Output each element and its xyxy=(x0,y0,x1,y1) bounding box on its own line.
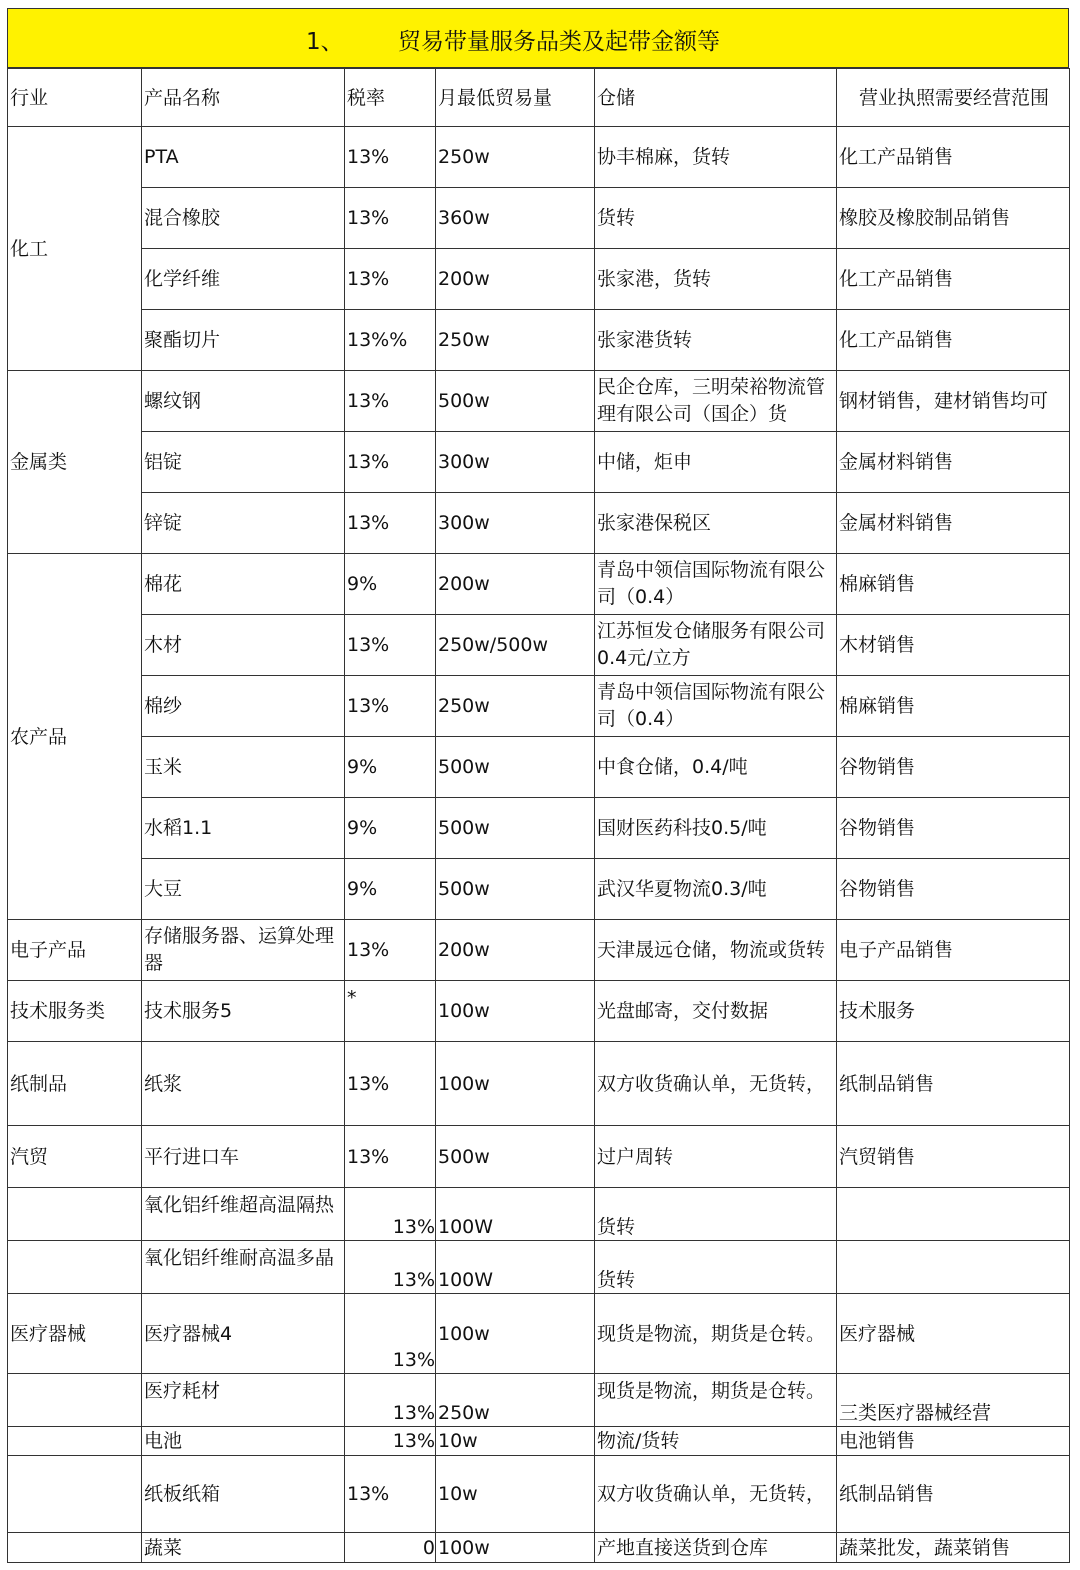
scope-cell: 医疗器械 xyxy=(837,1294,1070,1374)
product-cell: 棉纱 xyxy=(142,676,345,737)
storage-cell: 现货是物流，期货是仓转。 xyxy=(595,1374,837,1427)
table-row xyxy=(8,676,1070,737)
scope-cell xyxy=(837,1188,1070,1241)
tax-cell: 13% xyxy=(345,1294,436,1374)
storage-cell: 江苏恒发仓储服务有限公司0.4元/立方 xyxy=(595,615,837,676)
tax-cell: 13% xyxy=(345,249,436,310)
scope-cell: 化工产品销售 xyxy=(837,310,1070,371)
product-cell: PTA xyxy=(142,127,345,188)
industry-cell xyxy=(8,1456,142,1533)
tax-cell: 13% xyxy=(345,1374,436,1427)
volume-cell: 10w xyxy=(436,1456,595,1533)
volume-cell: 250w xyxy=(436,1374,595,1427)
products-table xyxy=(7,68,1070,1563)
storage-cell: 物流/货转 xyxy=(595,1427,837,1456)
volume-cell: 200w xyxy=(436,249,595,310)
product-cell: 木材 xyxy=(142,615,345,676)
storage-cell: 货转 xyxy=(595,188,837,249)
scope-cell: 电子产品销售 xyxy=(837,920,1070,981)
header-row xyxy=(8,69,1070,127)
tax-cell: 13% xyxy=(345,371,436,432)
volume-cell: 500w xyxy=(436,859,595,920)
tax-cell: 9% xyxy=(345,554,436,615)
volume-cell: 10w xyxy=(436,1427,595,1456)
product-cell: 纸板纸箱 xyxy=(142,1456,345,1533)
scope-cell: 谷物销售 xyxy=(837,798,1070,859)
volume-cell: 300w xyxy=(436,432,595,493)
storage-cell: 双方收货确认单，无货转， xyxy=(595,1456,837,1533)
product-cell: 铝锭 xyxy=(142,432,345,493)
table-row xyxy=(8,737,1070,798)
industry-cell xyxy=(8,1188,142,1241)
scope-cell xyxy=(837,1241,1070,1294)
storage-cell: 张家港，货转 xyxy=(595,249,837,310)
spreadsheet xyxy=(7,8,1071,1561)
scope-cell: 钢材销售，建材销售均可 xyxy=(837,371,1070,432)
product-cell: 氧化铝纤维超高温隔热 xyxy=(142,1188,345,1241)
industry-cell: 医疗器械 xyxy=(8,1294,142,1374)
storage-cell: 协丰棉麻，货转 xyxy=(595,127,837,188)
product-cell: 大豆 xyxy=(142,859,345,920)
header-scope: 营业执照需要经营范围 xyxy=(837,69,1070,127)
volume-cell: 360w xyxy=(436,188,595,249)
table-row xyxy=(8,371,1070,432)
industry-cell xyxy=(8,1374,142,1427)
industry-cell: 汽贸 xyxy=(8,1126,142,1188)
product-cell: 蔬菜 xyxy=(142,1533,345,1563)
table-row xyxy=(8,981,1070,1042)
volume-cell: 100W xyxy=(436,1241,595,1294)
scope-cell: 木材销售 xyxy=(837,615,1070,676)
title-bar xyxy=(7,8,1069,68)
tax-cell: 13% xyxy=(345,615,436,676)
scope-cell: 橡胶及橡胶制品销售 xyxy=(837,188,1070,249)
table-row xyxy=(8,1427,1070,1456)
industry-cell xyxy=(8,1533,142,1563)
industry-cell: 技术服务类 xyxy=(8,981,142,1042)
volume-cell: 250w xyxy=(436,310,595,371)
table-row xyxy=(8,1188,1070,1241)
volume-cell: 200w xyxy=(436,920,595,981)
storage-cell: 产地直接送货到仓库 xyxy=(595,1533,837,1563)
industry-cell: 农产品 xyxy=(8,554,142,920)
volume-cell: 500w xyxy=(436,371,595,432)
storage-cell: 货转 xyxy=(595,1188,837,1241)
table-row xyxy=(8,127,1070,188)
header-volume: 月最低贸易量 xyxy=(436,69,595,127)
header-product: 产品名称 xyxy=(142,69,345,127)
scope-cell: 纸制品销售 xyxy=(837,1042,1070,1126)
product-cell: 化学纤维 xyxy=(142,249,345,310)
scope-cell: 蔬菜批发，蔬菜销售 xyxy=(837,1533,1070,1563)
storage-cell: 青岛中领信国际物流有限公司（0.4） xyxy=(595,554,837,615)
scope-cell: 谷物销售 xyxy=(837,859,1070,920)
volume-cell: 250w xyxy=(436,127,595,188)
storage-cell: 国财医药科技0.5/吨 xyxy=(595,798,837,859)
storage-cell: 过户周转 xyxy=(595,1126,837,1188)
tax-cell: 13% xyxy=(345,1241,436,1294)
tax-cell: 13% xyxy=(345,1456,436,1533)
scope-cell: 汽贸销售 xyxy=(837,1126,1070,1188)
industry-cell: 纸制品 xyxy=(8,1042,142,1126)
table-row xyxy=(8,432,1070,493)
table-row xyxy=(8,310,1070,371)
header-industry: 行业 xyxy=(8,69,142,127)
volume-cell: 200w xyxy=(436,554,595,615)
scope-cell: 三类医疗器械经营 xyxy=(837,1374,1070,1427)
industry-cell: 电子产品 xyxy=(8,920,142,981)
tax-cell: 9% xyxy=(345,737,436,798)
industry-cell xyxy=(8,1427,142,1456)
product-cell: 聚酯切片 xyxy=(142,310,345,371)
scope-cell: 纸制品销售 xyxy=(837,1456,1070,1533)
tax-cell: 13%% xyxy=(345,310,436,371)
tax-cell: 13% xyxy=(345,493,436,554)
table-row xyxy=(8,1533,1070,1563)
storage-cell: 货转 xyxy=(595,1241,837,1294)
table-row xyxy=(8,1374,1070,1427)
table-row xyxy=(8,554,1070,615)
volume-cell: 100w xyxy=(436,1042,595,1126)
volume-cell: 100w xyxy=(436,981,595,1042)
tax-cell: 13% xyxy=(345,432,436,493)
table-row xyxy=(8,1042,1070,1126)
tax-cell: 0 xyxy=(345,1533,436,1563)
product-cell: 水稻1.1 xyxy=(142,798,345,859)
storage-cell: 武汉华夏物流0.3/吨 xyxy=(595,859,837,920)
industry-cell: 化工 xyxy=(8,127,142,371)
storage-cell: 张家港保税区 xyxy=(595,493,837,554)
scope-cell: 棉麻销售 xyxy=(837,554,1070,615)
storage-cell: 青岛中领信国际物流有限公司（0.4） xyxy=(595,676,837,737)
storage-cell: 双方收货确认单，无货转， xyxy=(595,1042,837,1126)
table-row xyxy=(8,1294,1070,1374)
storage-cell: 中储，炬申 xyxy=(595,432,837,493)
scope-cell: 金属材料销售 xyxy=(837,493,1070,554)
tax-cell: 13% xyxy=(345,1188,436,1241)
product-cell: 玉米 xyxy=(142,737,345,798)
volume-cell: 300w xyxy=(436,493,595,554)
product-cell: 医疗耗材 xyxy=(142,1374,345,1427)
product-cell: 纸浆 xyxy=(142,1042,345,1126)
storage-cell: 张家港货转 xyxy=(595,310,837,371)
tax-cell: 13% xyxy=(345,1126,436,1188)
table-row xyxy=(8,1241,1070,1294)
storage-cell: 天津晟远仓储，物流或货转 xyxy=(595,920,837,981)
scope-cell: 金属材料销售 xyxy=(837,432,1070,493)
table-row xyxy=(8,798,1070,859)
table-row xyxy=(8,920,1070,981)
product-cell: 电池 xyxy=(142,1427,345,1456)
scope-cell: 化工产品销售 xyxy=(837,249,1070,310)
product-cell: 平行进口车 xyxy=(142,1126,345,1188)
tax-cell: 13% xyxy=(345,1042,436,1126)
title-number: 1、 xyxy=(306,29,344,55)
storage-cell: 光盘邮寄，交付数据 xyxy=(595,981,837,1042)
tax-cell: 13% xyxy=(345,188,436,249)
table-row xyxy=(8,859,1070,920)
volume-cell: 100w xyxy=(436,1294,595,1374)
product-cell: 混合橡胶 xyxy=(142,188,345,249)
product-cell: 存储服务器、运算处理器 xyxy=(142,920,345,981)
scope-cell: 化工产品销售 xyxy=(837,127,1070,188)
industry-cell: 金属类 xyxy=(8,371,142,554)
table-row xyxy=(8,615,1070,676)
volume-cell: 500w xyxy=(436,737,595,798)
tax-cell: * xyxy=(345,981,436,1042)
scope-cell: 电池销售 xyxy=(837,1427,1070,1456)
table-title: 贸易带量服务品类及起带金额等 xyxy=(398,29,720,55)
industry-cell xyxy=(8,1241,142,1294)
volume-cell: 100W xyxy=(436,1188,595,1241)
scope-cell: 谷物销售 xyxy=(837,737,1070,798)
header-storage: 仓储 xyxy=(595,69,837,127)
table-row xyxy=(8,249,1070,310)
product-cell: 氧化铝纤维耐高温多晶 xyxy=(142,1241,345,1294)
storage-cell: 中食仓储，0.4/吨 xyxy=(595,737,837,798)
volume-cell: 250w xyxy=(436,676,595,737)
tax-cell: 9% xyxy=(345,859,436,920)
product-cell: 锌锭 xyxy=(142,493,345,554)
product-cell: 医疗器械4 xyxy=(142,1294,345,1374)
product-cell: 技术服务5 xyxy=(142,981,345,1042)
product-cell: 螺纹钢 xyxy=(142,371,345,432)
volume-cell: 100w xyxy=(436,1533,595,1563)
tax-cell: 13% xyxy=(345,1427,436,1456)
scope-cell: 棉麻销售 xyxy=(837,676,1070,737)
table-row xyxy=(8,493,1070,554)
tax-cell: 13% xyxy=(345,920,436,981)
volume-cell: 250w/500w xyxy=(436,615,595,676)
table-row xyxy=(8,1126,1070,1188)
volume-cell: 500w xyxy=(436,1126,595,1188)
header-tax: 税率 xyxy=(345,69,436,127)
volume-cell: 500w xyxy=(436,798,595,859)
tax-cell: 13% xyxy=(345,127,436,188)
storage-cell: 现货是物流，期货是仓转。 xyxy=(595,1294,837,1374)
storage-cell: 民企仓库，三明荣裕物流管理有限公司（国企）货 xyxy=(595,371,837,432)
scope-cell: 技术服务 xyxy=(837,981,1070,1042)
product-cell: 棉花 xyxy=(142,554,345,615)
tax-cell: 9% xyxy=(345,798,436,859)
table-row xyxy=(8,1456,1070,1533)
table-row xyxy=(8,188,1070,249)
tax-cell: 13% xyxy=(345,676,436,737)
